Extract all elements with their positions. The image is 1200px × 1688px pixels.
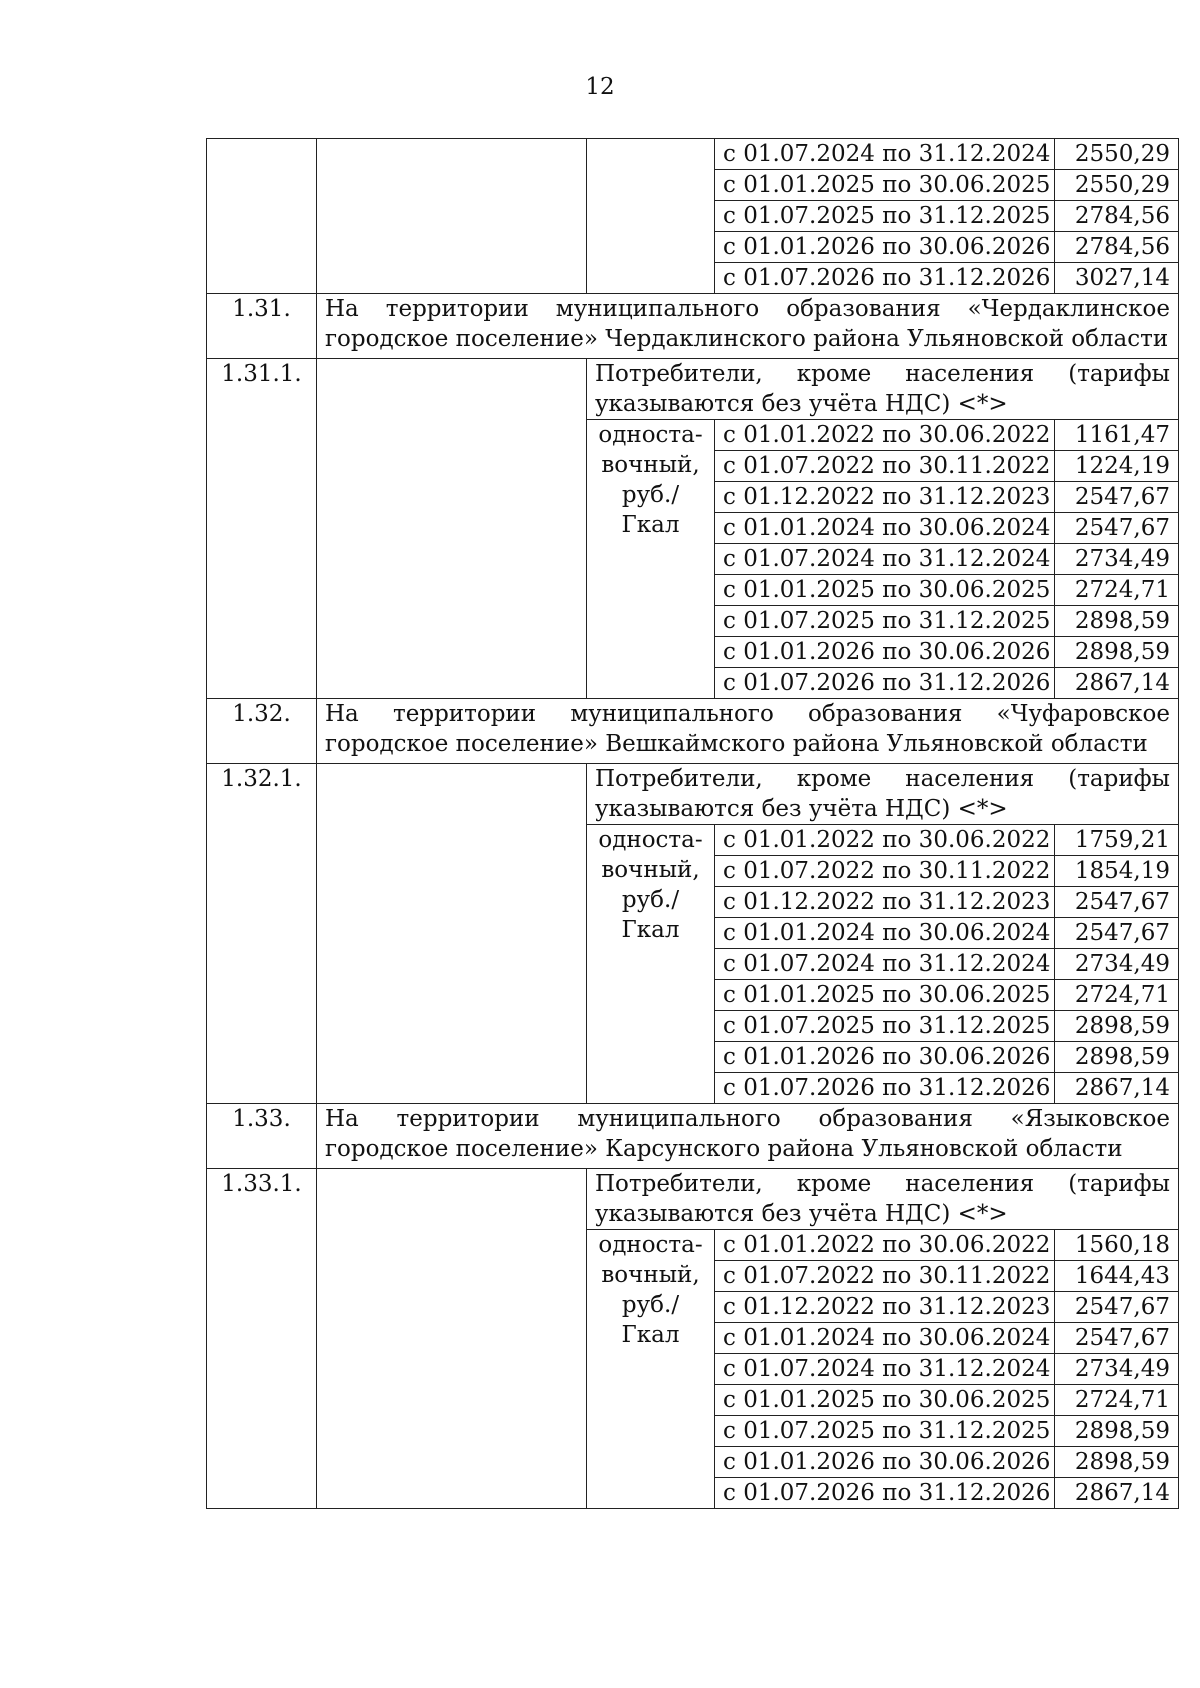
- period-cell: с 01.01.2024 по 30.06.2024: [715, 918, 1055, 949]
- price-cell: 2734,49: [1055, 949, 1179, 980]
- unit-cell: [587, 825, 715, 1104]
- price-cell: 2734,49: [1055, 1354, 1179, 1385]
- period-cell: с 01.01.2022 по 30.06.2022: [715, 1230, 1055, 1261]
- unit-text: вочный,: [601, 857, 700, 883]
- organization-cell: [317, 359, 587, 699]
- consumers-description: [587, 764, 1179, 825]
- consumers-line: Потребители, кроме населения (тарифы: [595, 766, 1170, 792]
- unit-text: руб./Гкал: [621, 1292, 680, 1348]
- period-cell: с 01.01.2025 по 30.06.2025: [715, 170, 1055, 201]
- price-cell: 1854,19: [1055, 856, 1179, 887]
- organization-cell: [317, 764, 587, 1104]
- subsection-number: 1.31.1.: [207, 359, 317, 699]
- price-cell: 2784,56: [1055, 232, 1179, 263]
- organization-cell: [317, 1169, 587, 1509]
- subsection-number: 1.33.1.: [207, 1169, 317, 1509]
- section-header-row: [207, 699, 1179, 764]
- price-cell: 2724,71: [1055, 575, 1179, 606]
- period-cell: с 01.07.2025 по 31.12.2025: [715, 1011, 1055, 1042]
- tariff-table: [206, 138, 1179, 1509]
- section-title-line: городское поселение» Вешкаймского района Ульяновской области: [325, 731, 1148, 757]
- period-cell: с 01.07.2024 по 31.12.2024: [715, 139, 1055, 170]
- unit-text: односта-: [598, 422, 703, 448]
- unit-text: односта-: [598, 827, 703, 853]
- price-cell: 2898,59: [1055, 606, 1179, 637]
- period-cell: с 01.01.2025 по 30.06.2025: [715, 575, 1055, 606]
- period-cell: с 01.01.2026 по 30.06.2026: [715, 1042, 1055, 1073]
- price-cell: 2734,49: [1055, 544, 1179, 575]
- period-cell: с 01.01.2026 по 30.06.2026: [715, 232, 1055, 263]
- price-cell: 2724,71: [1055, 980, 1179, 1011]
- section-number: 1.33.: [207, 1104, 317, 1169]
- section-title-line: На территории муниципального образования «Языковское: [325, 1106, 1170, 1132]
- price-cell: 2547,67: [1055, 1323, 1179, 1354]
- price-cell: 2898,59: [1055, 1042, 1179, 1073]
- period-cell: с 01.12.2022 по 31.12.2023: [715, 1292, 1055, 1323]
- section-number: 1.31.: [207, 294, 317, 359]
- price-cell: 1224,19: [1055, 451, 1179, 482]
- price-cell: 2547,67: [1055, 887, 1179, 918]
- unit-cell: [587, 139, 715, 294]
- section-title: [317, 1104, 1179, 1169]
- unit-text: односта-: [598, 1232, 703, 1258]
- price-cell: 2867,14: [1055, 1073, 1179, 1104]
- price-cell: 2784,56: [1055, 201, 1179, 232]
- period-cell: с 01.01.2022 по 30.06.2022: [715, 420, 1055, 451]
- unit-text: руб./Гкал: [621, 482, 680, 538]
- period-cell: с 01.07.2024 по 31.12.2024: [715, 544, 1055, 575]
- price-cell: 2867,14: [1055, 1478, 1179, 1509]
- unit-text: вочный,: [601, 452, 700, 478]
- period-cell: с 01.07.2026 по 31.12.2026: [715, 668, 1055, 699]
- consumers-line: Потребители, кроме населения (тарифы: [595, 361, 1170, 387]
- tariff-table-body: [207, 139, 1179, 1509]
- section-title-line: На территории муниципального образования «Чуфаровское: [325, 701, 1170, 727]
- unit-text: руб./Гкал: [621, 887, 680, 943]
- section-header-row: [207, 294, 1179, 359]
- price-cell: 2867,14: [1055, 668, 1179, 699]
- period-cell: с 01.01.2024 по 30.06.2024: [715, 1323, 1055, 1354]
- price-cell: 2550,29: [1055, 139, 1179, 170]
- price-cell: 2898,59: [1055, 1011, 1179, 1042]
- period-cell: с 01.01.2026 по 30.06.2026: [715, 637, 1055, 668]
- price-cell: 2547,67: [1055, 513, 1179, 544]
- period-cell: с 01.07.2024 по 31.12.2024: [715, 1354, 1055, 1385]
- period-cell: с 01.01.2024 по 30.06.2024: [715, 513, 1055, 544]
- section-title-line: городское поселение» Чердаклинского района Ульяновской области: [325, 326, 1169, 352]
- section-title-line: городское поселение» Карсунского района Ульяновской области: [325, 1136, 1123, 1162]
- price-cell: 1560,18: [1055, 1230, 1179, 1261]
- price-cell: 2898,59: [1055, 637, 1179, 668]
- period-cell: с 01.07.2026 по 31.12.2026: [715, 263, 1055, 294]
- period-cell: с 01.07.2026 по 31.12.2026: [715, 1478, 1055, 1509]
- period-cell: с 01.07.2024 по 31.12.2024: [715, 949, 1055, 980]
- consumers-description: [587, 359, 1179, 420]
- period-cell: с 01.07.2025 по 31.12.2025: [715, 201, 1055, 232]
- table-row: [207, 139, 1179, 170]
- consumers-line: указываются без учёта НДС) <*>: [595, 391, 1008, 417]
- period-cell: с 01.01.2026 по 30.06.2026: [715, 1447, 1055, 1478]
- price-cell: 2547,67: [1055, 482, 1179, 513]
- section-title: [317, 294, 1179, 359]
- price-cell: 2547,67: [1055, 1292, 1179, 1323]
- consumers-line: Потребители, кроме населения (тарифы: [595, 1171, 1170, 1197]
- consumers-row: [207, 764, 1179, 825]
- period-cell: с 01.07.2022 по 30.11.2022: [715, 451, 1055, 482]
- unit-text: вочный,: [601, 1262, 700, 1288]
- period-cell: с 01.01.2022 по 30.06.2022: [715, 825, 1055, 856]
- period-cell: с 01.07.2022 по 30.11.2022: [715, 1261, 1055, 1292]
- price-cell: 1161,47: [1055, 420, 1179, 451]
- unit-cell: [587, 1230, 715, 1509]
- price-cell: 2724,71: [1055, 1385, 1179, 1416]
- period-cell: с 01.01.2025 по 30.06.2025: [715, 1385, 1055, 1416]
- unit-cell: [587, 420, 715, 699]
- period-cell: с 01.07.2026 по 31.12.2026: [715, 1073, 1055, 1104]
- price-cell: 2550,29: [1055, 170, 1179, 201]
- period-cell: с 01.07.2025 по 31.12.2025: [715, 1416, 1055, 1447]
- subsection-number: 1.32.1.: [207, 764, 317, 1104]
- period-cell: с 01.12.2022 по 31.12.2023: [715, 887, 1055, 918]
- price-cell: 2898,59: [1055, 1416, 1179, 1447]
- price-cell: 2898,59: [1055, 1447, 1179, 1478]
- section-title-line: На территории муниципального образования «Чердаклинское: [325, 296, 1170, 322]
- period-cell: с 01.07.2025 по 31.12.2025: [715, 606, 1055, 637]
- consumers-row: [207, 1169, 1179, 1230]
- period-cell: с 01.01.2025 по 30.06.2025: [715, 980, 1055, 1011]
- price-cell: 3027,14: [1055, 263, 1179, 294]
- consumers-description: [587, 1169, 1179, 1230]
- section-number: 1.32.: [207, 699, 317, 764]
- consumers-row: [207, 359, 1179, 420]
- price-cell: 1759,21: [1055, 825, 1179, 856]
- consumers-line: указываются без учёта НДС) <*>: [595, 1201, 1008, 1227]
- section-title: [317, 699, 1179, 764]
- number-cell: [207, 139, 317, 294]
- period-cell: с 01.07.2022 по 30.11.2022: [715, 856, 1055, 887]
- organization-cell: [317, 139, 587, 294]
- price-cell: 1644,43: [1055, 1261, 1179, 1292]
- consumers-line: указываются без учёта НДС) <*>: [595, 796, 1008, 822]
- price-cell: 2547,67: [1055, 918, 1179, 949]
- section-header-row: [207, 1104, 1179, 1169]
- period-cell: с 01.12.2022 по 31.12.2023: [715, 482, 1055, 513]
- page-number: 12: [585, 74, 615, 100]
